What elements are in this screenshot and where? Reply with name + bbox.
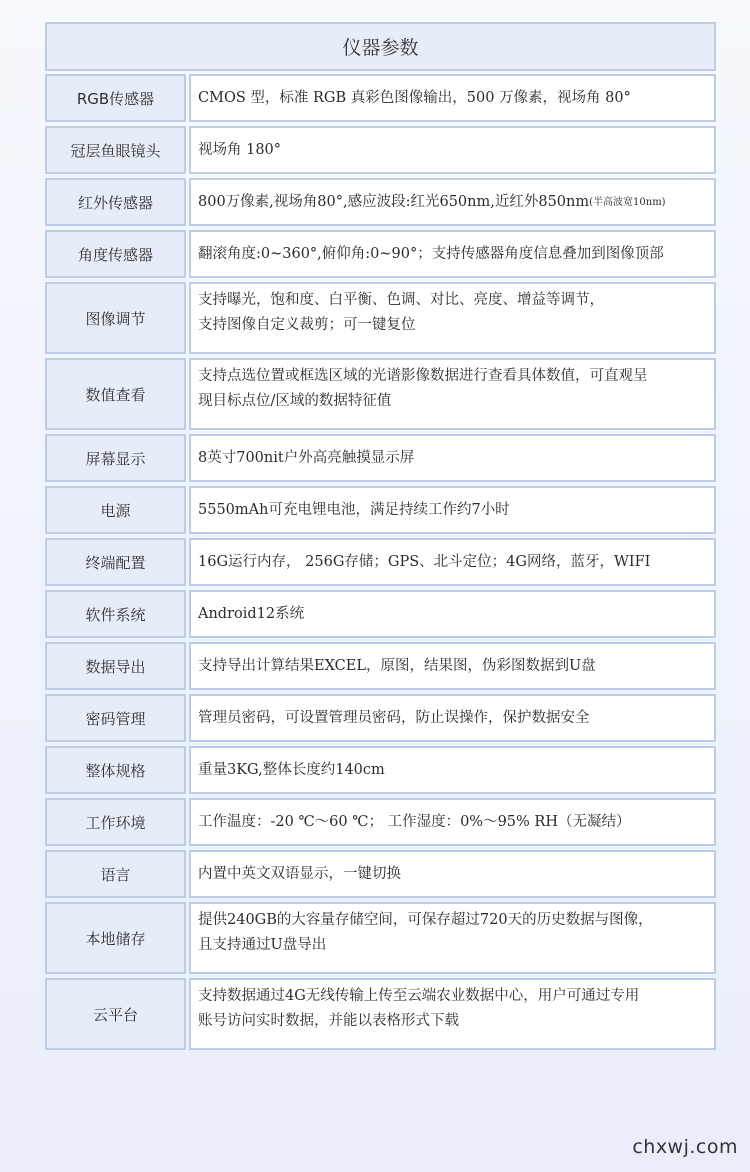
row-label: 终端配置 xyxy=(45,538,186,586)
row-value: 支持导出计算结果EXCEL，原图，结果图，伪彩图数据到U盘 xyxy=(189,642,716,690)
row-label: 本地储存 xyxy=(45,902,186,974)
table-row xyxy=(45,694,716,742)
table-row xyxy=(45,434,716,482)
table-title: 仪器参数 xyxy=(45,22,716,71)
row-value-line: 支持图像自定义裁剪；可一键复位 xyxy=(198,317,416,333)
row-value xyxy=(189,978,716,1050)
row-value: 8英寸700nit户外高亮触摸显示屏 xyxy=(189,434,716,482)
row-label: 图像调节 xyxy=(45,282,186,354)
row-label: 云平台 xyxy=(45,978,186,1050)
watermark: chxwj.com xyxy=(632,1136,738,1158)
row-value-note: (半高波宽10nm) xyxy=(589,196,666,208)
row-value: 管理员密码，可设置管理员密码，防止误操作，保护数据安全 xyxy=(189,694,716,742)
row-value-line: 提供240GB的大容量存储空间，可保存超过720天的历史数据与图像， xyxy=(198,912,653,928)
row-label: 密码管理 xyxy=(45,694,186,742)
row-label: 冠层鱼眼镜头 xyxy=(45,126,186,174)
row-label: 工作环境 xyxy=(45,798,186,846)
row-value xyxy=(189,178,716,226)
row-value: 内置中英文双语显示，一键切换 xyxy=(189,850,716,898)
row-label: 数据导出 xyxy=(45,642,186,690)
row-value: CMOS 型，标准 RGB 真彩色图像输出，500 万像素，视场角 80° xyxy=(189,74,716,122)
row-value-line: 账号访问实时数据，并能以表格形式下载 xyxy=(198,1013,459,1029)
row-value: 5550mAh可充电锂电池，满足持续工作约7小时 xyxy=(189,486,716,534)
row-value-line: 支持曝光，饱和度、白平衡、色调、对比、亮度、增益等调节， xyxy=(198,292,604,308)
table-row xyxy=(45,74,716,122)
row-value: 16G运行内存， 256G存储；GPS、北斗定位；4G网络，蓝牙，WIFI xyxy=(189,538,716,586)
row-value-line: 支持点选位置或框选区域的光谱影像数据进行查看具体数值，可直观呈 xyxy=(198,368,648,384)
row-value-line: 现目标点位/区域的数据特征值 xyxy=(198,393,392,409)
row-value: Android12系统 xyxy=(189,590,716,638)
table-row xyxy=(45,538,716,586)
table-row xyxy=(45,746,716,794)
row-value: 翻滚角度:0~360°,俯仰角:0~90°；支持传感器角度信息叠加到图像顶部 xyxy=(189,230,716,278)
row-label: 电源 xyxy=(45,486,186,534)
table-row xyxy=(45,850,716,898)
row-value: 工作温度：-20 ℃～60 ℃； 工作湿度：0%～95% RH（无凝结） xyxy=(189,798,716,846)
table-row xyxy=(45,230,716,278)
row-label: 软件系统 xyxy=(45,590,186,638)
table-row xyxy=(45,978,716,1050)
row-label: 角度传感器 xyxy=(45,230,186,278)
row-value: 视场角 180° xyxy=(189,126,716,174)
row-value xyxy=(189,282,716,354)
row-label: 红外传感器 xyxy=(45,178,186,226)
table-row xyxy=(45,358,716,430)
row-value xyxy=(189,358,716,430)
row-label: 数值查看 xyxy=(45,358,186,430)
table-row xyxy=(45,178,716,226)
table-row xyxy=(45,590,716,638)
row-label: RGB传感器 xyxy=(45,74,186,122)
row-value: 重量3KG,整体长度约140cm xyxy=(189,746,716,794)
table-row xyxy=(45,282,716,354)
row-value-text: 800万像素,视场角80°,感应波段:红光650nm,近红外850nm xyxy=(198,193,590,210)
row-label: 屏幕显示 xyxy=(45,434,186,482)
row-value-line: 且支持通过U盘导出 xyxy=(198,937,327,953)
table-row xyxy=(45,902,716,974)
table-row xyxy=(45,126,716,174)
row-value-line: 支持数据通过4G无线传输上传至云端农业数据中心，用户可通过专用 xyxy=(198,988,640,1004)
table-row xyxy=(45,798,716,846)
row-value xyxy=(189,902,716,974)
parameters-table xyxy=(45,22,716,1054)
table-row xyxy=(45,486,716,534)
row-label: 整体规格 xyxy=(45,746,186,794)
table-row xyxy=(45,642,716,690)
row-label: 语言 xyxy=(45,850,186,898)
